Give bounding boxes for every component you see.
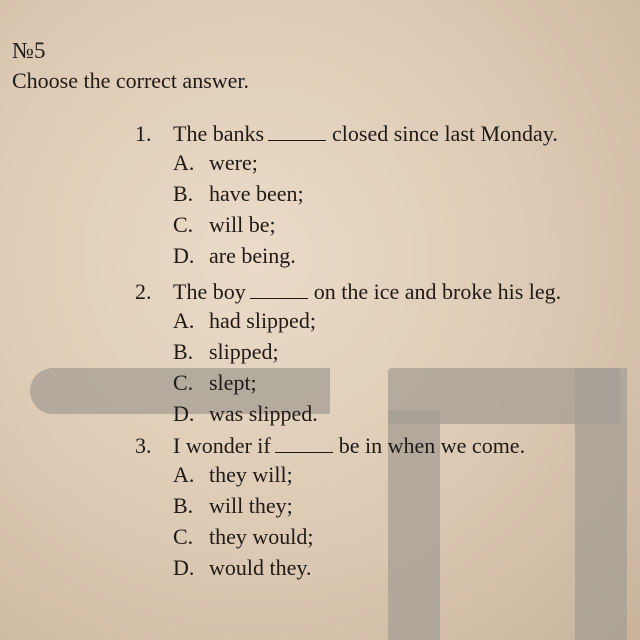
- option-c: [135, 209, 558, 240]
- option-letter: B.: [173, 181, 194, 206]
- option-d: [135, 552, 525, 583]
- option-letter: D.: [173, 401, 195, 426]
- option-d: [135, 398, 561, 429]
- option-b: [135, 490, 525, 521]
- option-letter: D.: [173, 243, 195, 268]
- option-a: [135, 459, 525, 490]
- question-text-before: The boy: [173, 279, 246, 304]
- option-text: were;: [209, 150, 258, 175]
- option-text: slept;: [209, 370, 257, 395]
- option-text: will they;: [209, 493, 293, 518]
- option-a: [135, 147, 558, 178]
- option-text: they will;: [209, 462, 293, 487]
- option-letter: A.: [173, 308, 195, 333]
- question-number: 3.: [135, 433, 152, 458]
- option-text: had slipped;: [209, 308, 316, 333]
- question-text-before: I wonder if: [173, 433, 271, 458]
- question-text-after: closed since last Monday.: [332, 121, 558, 146]
- answer-blank: [268, 124, 326, 141]
- option-b: [135, 336, 561, 367]
- exercise-header: [12, 38, 249, 94]
- question-text-after: be in when we come.: [338, 433, 526, 458]
- option-b: [135, 178, 558, 209]
- question-text-after: on the ice and broke his leg.: [313, 279, 562, 304]
- question-3: [135, 433, 525, 583]
- question-stem: [135, 121, 558, 147]
- question-number: 2.: [135, 279, 152, 304]
- option-c: [135, 521, 525, 552]
- question-1: [135, 121, 558, 271]
- option-a: [135, 305, 561, 336]
- option-letter: C.: [173, 370, 194, 395]
- option-text: slipped;: [209, 339, 279, 364]
- option-letter: A.: [173, 462, 195, 487]
- option-letter: A.: [173, 150, 195, 175]
- option-letter: C.: [173, 524, 194, 549]
- option-letter: C.: [173, 212, 194, 237]
- option-text: are being.: [209, 243, 296, 268]
- answer-blank: [275, 436, 333, 453]
- task-number: №5: [12, 38, 46, 63]
- option-text: would they.: [209, 555, 312, 580]
- option-c: [135, 367, 561, 398]
- question-number: 1.: [135, 121, 152, 146]
- watermark-shape: [575, 368, 627, 640]
- option-text: they would;: [209, 524, 314, 549]
- question-text-before: The banks: [173, 121, 265, 146]
- option-text: was slipped.: [209, 401, 318, 426]
- option-text: have been;: [209, 181, 304, 206]
- instruction-text: Choose the correct answer.: [12, 68, 250, 93]
- option-letter: D.: [173, 555, 195, 580]
- answer-blank: [250, 282, 308, 299]
- question-stem: [135, 433, 525, 459]
- option-letter: B.: [173, 493, 194, 518]
- question-2: [135, 279, 561, 429]
- question-stem: [135, 279, 561, 305]
- option-letter: B.: [173, 339, 194, 364]
- option-text: will be;: [209, 212, 276, 237]
- option-d: [135, 240, 558, 271]
